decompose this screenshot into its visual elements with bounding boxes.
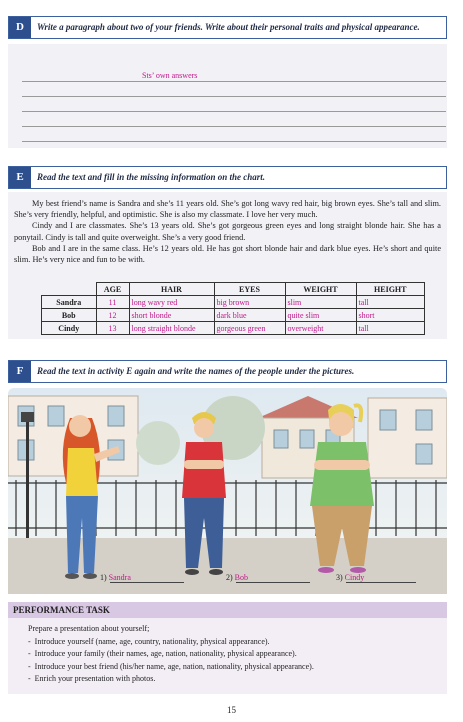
chart-header-cell: AGE	[96, 283, 129, 296]
chart-cell-name: Sandra	[42, 296, 97, 309]
activity-e-header	[8, 166, 447, 189]
chart-row	[42, 322, 425, 335]
performance-item: - Introduce your best friend (his/her name, age, nation, nationality, physical appearance).	[28, 661, 314, 671]
activity-d-letter: D	[9, 17, 31, 38]
activity-d-header	[8, 16, 447, 39]
chart-cell-name: Cindy	[42, 322, 97, 335]
chart-header-cell: WEIGHT	[285, 283, 356, 296]
chart-header-cell: EYES	[214, 283, 285, 296]
caption-name: Cindy	[344, 573, 365, 582]
reading-paragraph: My best friend’s name is Sandra and she’s 11 years old. She’s got long wavy red hair, big brown eyes. She’s tall and slim. She’s very friendly, helpful, and optimistic. She is also my classmate. I love her very much.	[14, 199, 441, 220]
chart-cell-name: Bob	[42, 309, 97, 322]
chart-cell-height: short	[356, 309, 425, 322]
reading-paragraph: Cindy and I are classmates. She’s 13 years old. She’s got gorgeous green eyes and long straight blonde hair. She has a ponytail. Cindy is tall and quite overweight. She’s a very good friend.	[14, 221, 441, 242]
caption-2	[226, 573, 248, 582]
chart-cell-height: tall	[356, 296, 425, 309]
caption-name: Sandra	[108, 573, 131, 582]
writing-line	[22, 96, 446, 97]
friends-chart	[41, 282, 425, 335]
activity-f-header	[8, 360, 447, 383]
chart-cell-eyes: big brown	[214, 296, 285, 309]
chart-row	[42, 309, 425, 322]
activity-e-instruction: Read the text and fill in the missing information on the chart.	[37, 172, 266, 182]
activity-d-answer: Sts’ own answers	[142, 71, 198, 80]
caption-name: Bob	[234, 573, 249, 582]
reading-paragraph: Bob and I are in the same class. He’s 12 years old. He has got short blonde hair and dark blue eyes. He’s short and quite slim. He’s very nice and fun to be with.	[14, 243, 441, 265]
caption-number: 2)	[226, 573, 233, 582]
chart-header-cell: HEIGHT	[356, 283, 425, 296]
chart-cell-weight: overweight	[285, 322, 356, 335]
chart-header-row	[42, 283, 425, 296]
activity-e-letter: E	[9, 167, 31, 188]
writing-line	[22, 111, 446, 112]
writing-line	[22, 81, 446, 82]
chart-cell-weight: slim	[285, 296, 356, 309]
caption-1	[100, 573, 131, 582]
caption-number: 3)	[336, 573, 343, 582]
chart-header-cell	[42, 283, 97, 296]
chart-cell-hair: long straight blonde	[129, 322, 214, 335]
writing-line	[22, 141, 446, 142]
caption-3	[336, 573, 364, 582]
activity-d-instruction: Write a paragraph about two of your friends. Write about their personal traits and physical appearance.	[37, 22, 420, 32]
chart-cell-eyes: dark blue	[214, 309, 285, 322]
performance-task	[8, 602, 447, 694]
chart-cell-weight: quite slim	[285, 309, 356, 322]
chart-cell-hair: short blonde	[129, 309, 214, 322]
performance-title: PERFORMANCE TASK	[8, 602, 447, 618]
chart-cell-eyes: gorgeous green	[214, 322, 285, 335]
activity-f-instruction: Read the text in activity E again and write the names of the people under the pictures.	[37, 366, 355, 376]
chart-cell-age: 13	[96, 322, 129, 335]
chart-header-cell: HAIR	[129, 283, 214, 296]
chart-cell-age: 12	[96, 309, 129, 322]
friends-illustration	[8, 388, 447, 594]
chart-cell-hair: long wavy red	[129, 296, 214, 309]
writing-line	[22, 126, 446, 127]
activity-f-letter: F	[9, 361, 31, 382]
activity-d-writing-area	[8, 44, 447, 148]
performance-intro: Prepare a presentation about yourself;	[28, 624, 150, 633]
chart-cell-height: tall	[356, 322, 425, 335]
performance-item: - Enrich your presentation with photos.	[28, 674, 156, 684]
chart-cell-age: 11	[96, 296, 129, 309]
performance-item: - Introduce your family (their names, age, nation, nationality, physical appearance).	[28, 649, 297, 659]
chart-row	[42, 296, 425, 309]
caption-number: 1)	[100, 573, 107, 582]
page-number: 15	[227, 705, 236, 715]
performance-item: - Introduce yourself (name, age, country, nationality, physical appearance).	[28, 636, 270, 646]
